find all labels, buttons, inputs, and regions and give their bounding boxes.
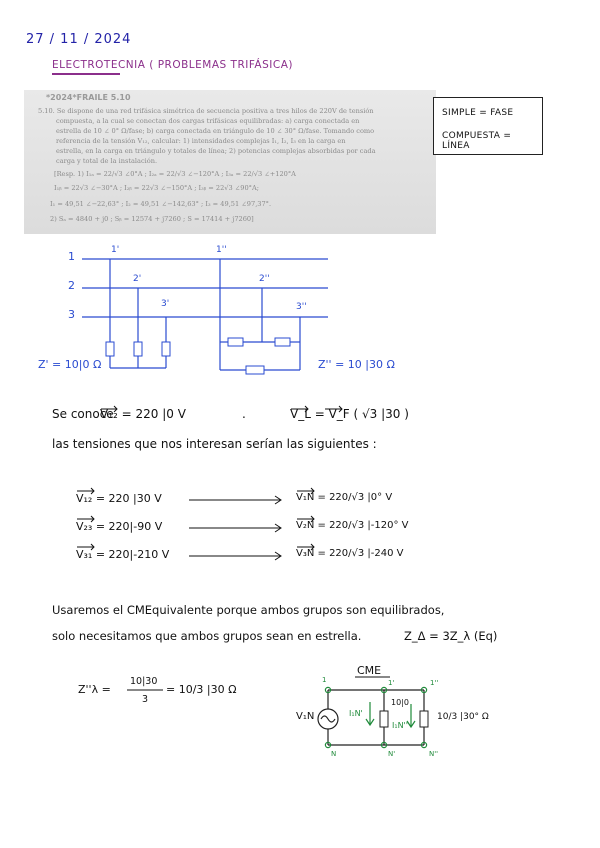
cme-node: 1' — [388, 679, 395, 687]
eq-vl: V_L = V_F ( √3 |30 ) — [290, 407, 409, 421]
line-label-3: 3 — [68, 308, 75, 321]
definition-simple: SIMPLE = FASE — [442, 108, 514, 118]
star-impedance: Z' = 10|0 Ω — [38, 358, 102, 371]
scan-line: [Resp. 1) I₁ₐ = 22/√3 ∠0°A ; I₂ₐ = 22/√3 ∠−120°A ; I₃ₐ = 22/√3 ∠+120°A — [54, 170, 296, 178]
phase-voltage-1n: V₁N = 220/√3 |0° V — [296, 492, 393, 503]
cme-load1-label: 10|0 — [391, 698, 409, 707]
conversion-rhs: = 10/3 |30 Ω — [166, 683, 237, 696]
node-label: 2' — [133, 274, 142, 284]
scan-line: 2) Sₐ = 4840 + j0 ; Sᵦ = 12574 + j7260 ; S = 17414 + j7260] — [50, 215, 254, 223]
node-label: 1'' — [216, 245, 227, 255]
scan-line: I₁ᵦ = 22√3 ∠−30°A ; I₂ᵦ = 22√3 ∠−150°A ; I₃ᵦ = 22√3 ∠90°A; — [54, 184, 259, 192]
scan-line: I₁ = 49,51 ∠−22,63° ; I₂ = 49,51 ∠−142,63° ; I₃ = 49,51 ∠97,37°. — [50, 200, 272, 208]
cme-node: 1'' — [430, 679, 439, 687]
node-label: 3' — [161, 299, 170, 309]
cme-current-2: I₁N'' — [392, 721, 408, 730]
eq-zd: Z_Δ = 3Z_λ (Eq) — [404, 629, 498, 643]
cme-title: CME — [357, 664, 382, 677]
cme-source-label: V₁N — [296, 711, 315, 722]
line-label-2: 2 — [68, 279, 75, 292]
delta-impedance: Z'' = 10 |30 Ω — [318, 358, 395, 371]
cme-node: N' — [388, 750, 396, 758]
dot: . — [242, 407, 246, 421]
page-title: ELECTROTECNIA ( PROBLEMAS TRIFÁSICA) — [52, 59, 293, 71]
date: 27 / 11 / 2024 — [26, 32, 132, 47]
node-label: 3'' — [296, 302, 307, 312]
conversion-numerator: 10|30 — [130, 676, 158, 687]
definition-compuesta: COMPUESTA = LÍNEA — [442, 131, 512, 151]
cme-current-1: I₁N' — [349, 709, 363, 718]
scan-line: 5.10. Se dispone de una red trifásica simétrica de secuencia positiva a tres hilos de 220V de tensión — [38, 107, 374, 115]
scan-line: referencia de la tensión V₁₂, calcular: 1) intensidades complejas I₁, I₂, I₃ en la carga en — [56, 137, 346, 145]
conversion-lhs: Z''λ = — [78, 683, 111, 696]
node-label: 2'' — [259, 274, 270, 284]
scan-line: estrella de 10 ∠ 0° Ω/fase; b) carga conectada en triángulo de 10 ∠ 30° Ω/fase. Tomando como — [56, 127, 375, 135]
cme-load2-label: 10/3 |30° Ω — [437, 712, 489, 722]
scan-line: compuesta, a la cual se conectan dos cargas trifásicas equilibradas: a) carga conectada en — [56, 117, 360, 125]
cme-node: N'' — [429, 750, 439, 758]
conversion-denominator: 3 — [142, 694, 149, 705]
text-equivalent-2: solo necesitamos que ambos grupos sean en estrella. — [52, 629, 362, 643]
text-interest: las tensiones que nos interesan serían las siguientes : — [52, 437, 377, 451]
phase-voltage-3n: V₃N = 220/√3 |-240 V — [296, 548, 404, 559]
line-voltage-31: V₃₁ = 220|-210 V — [76, 548, 170, 561]
text-equivalent-1: Usaremos el CMEquivalente porque ambos grupos son equilibrados, — [52, 603, 445, 617]
scan-line: estrella, en la carga en triángulo y totales de línea; 2) potencias complejas absorbidas por cada — [56, 147, 376, 155]
scan-line: carga y total de la instalación. — [56, 157, 158, 165]
line-voltage-23: V₂₃ = 220|-90 V — [76, 520, 163, 533]
text-known: Se conoce — [52, 407, 114, 421]
cme-node: N — [331, 750, 337, 758]
node-label: 1' — [111, 245, 120, 255]
phase-voltage-2n: V₂N = 220/√3 |-120° V — [296, 520, 409, 531]
eq-v12: V₁₂ = 220 |0 V — [100, 407, 186, 421]
line-label-1: 1 — [68, 250, 75, 263]
line-voltage-12: V₁₂ = 220 |30 V — [76, 492, 162, 505]
cme-node: 1 — [322, 676, 327, 684]
scan-header: *2024*FRAILE 5.10 — [46, 93, 131, 102]
